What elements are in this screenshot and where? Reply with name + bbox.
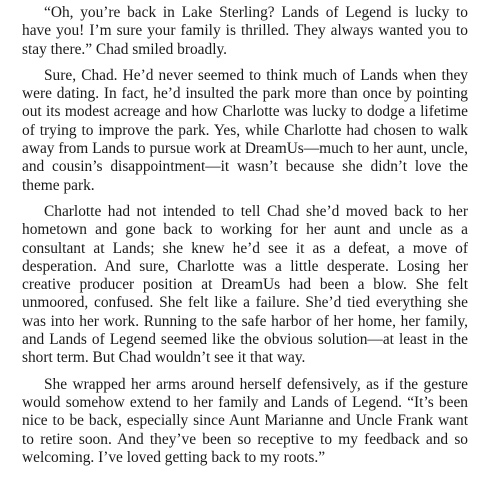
paragraph-4: She wrapped her arms around herself defensively, as if the gesture would somehow extend to her family and Lands of Legend. “It’s been nice to be back, especially since Aunt Marianne and Uncle Frank want to retire soon. And they’ve been so receptive to my feedback and so welcoming. I’ve loved getting back to my roots.” <box>22 375 468 466</box>
paragraph-3: Charlotte had not intended to tell Chad she’d moved back to her hometown and gone back to working for her aunt and uncle as a consultant at Lands; she knew he’d see it as a defeat, a move of desperation. And sure, Charlotte was a little desperate. Losing her creative producer position at DreamUs had been a blow. She felt unmoored, confused. She felt like a failure. She’d tied everything she was into her work. Running to the safe harbor of her home, her family, and Lands of Legend seemed like the obvious solution—at least in the short term. But Chad wouldn’t see it that way. <box>22 202 468 367</box>
paragraph-2: Sure, Chad. He’d never seemed to think much of Lands when they were dating. In fact, he’d insulted the park more than once by pointing out its modest acreage and how Charlotte was lucky to dodge a lifetime of trying to improve the park. Yes, while Charlotte had chosen to walk away from Lands to pursue work at DreamUs—much to her aunt, uncle, and cousin’s disappointment—it wasn’t because she didn’t love the theme park. <box>22 66 468 194</box>
paragraph-1: “Oh, you’re back in Lake Sterling? Lands of Legend is lucky to have you! I’m sure your family is thrilled. They always wanted you to stay there.” Chad smiled broadly. <box>22 4 468 58</box>
document-page <box>22 4 468 475</box>
